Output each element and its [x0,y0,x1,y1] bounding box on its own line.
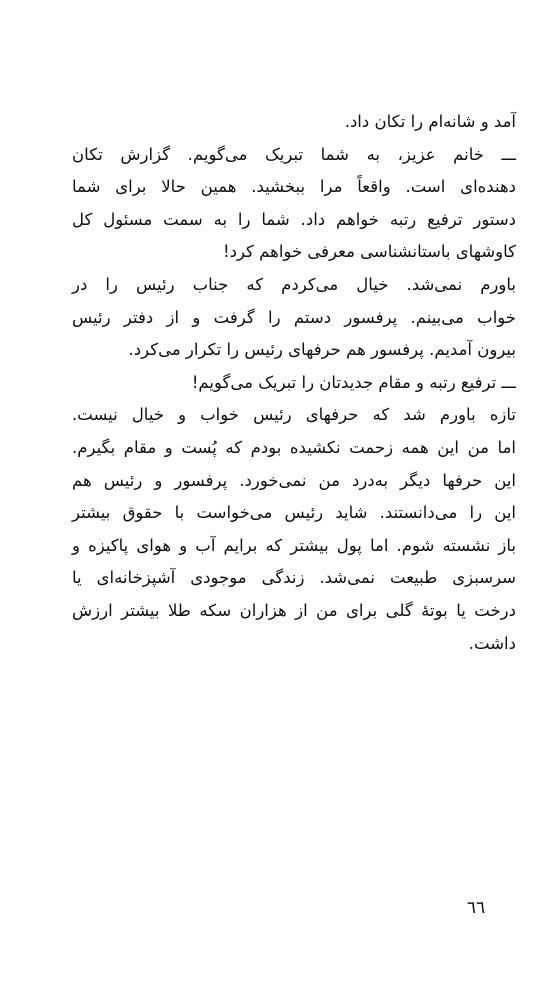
text-line: دهنده‌ای است. واقعاً مرا ببخشید. همین حالا برای شما [72,177,516,197]
text-line: سرسبزی طبیعت نمی‌شد. زندگی موجودی آشپزخانه‌ای یا [72,568,516,588]
text-line: داشت. [468,633,516,653]
text-line: این حرفها دیگر به‌درد من نمی‌خورد. پرفسور و رئیس هم [72,470,516,490]
text-line: این را می‌دانستند. شاید رئیس می‌خواست با حقوق بیشتر [72,503,516,523]
text-line: کاوشهای باستانشناسی معرفی خواهم کرد! [222,242,516,262]
text-line: اما من این همه زحمت نکشیده بودم که پُست و مقام بگیرم. [72,437,516,457]
text-line: درخت یا بوتهٔ گلی برای من از هزاران سکه طلا بیشتر ارزش [72,600,516,620]
text-line: باز نشسته شوم. اما پول بیشتر که برایم آب و هوای پاکیزه و [72,535,516,555]
text-line: خواب می‌بینم. پرفسور دستم را گرفت و از دفتر رئیس [72,307,516,327]
page-number: ٦٦ [466,898,486,918]
text-line: دستور ترفیع رتبه خواهم داد. شما را به سمت مسئول کل [72,209,516,229]
text-line: آمد و شانه‌ام را تکان داد. [344,112,516,131]
text-line: بیرون آمدیم. پرفسور هم حرفهای رئیس را تکرار می‌کرد. [128,340,516,360]
text-line: ـــ خانم عزیز، به شما تبریک می‌گویم. گزارش تکان [72,144,516,164]
text-line: ـــ ترفیع رتبه و مقام جدیدتان را تبریک می‌گویم! [191,372,516,392]
text-line: باورم نمی‌شد. خیال می‌کردم که جناب رئیس را در [72,274,516,294]
text-line: تازه باورم شد که حرفهای رئیس خواب و خیال نیست. [72,405,516,425]
body-text [72,106,516,660]
